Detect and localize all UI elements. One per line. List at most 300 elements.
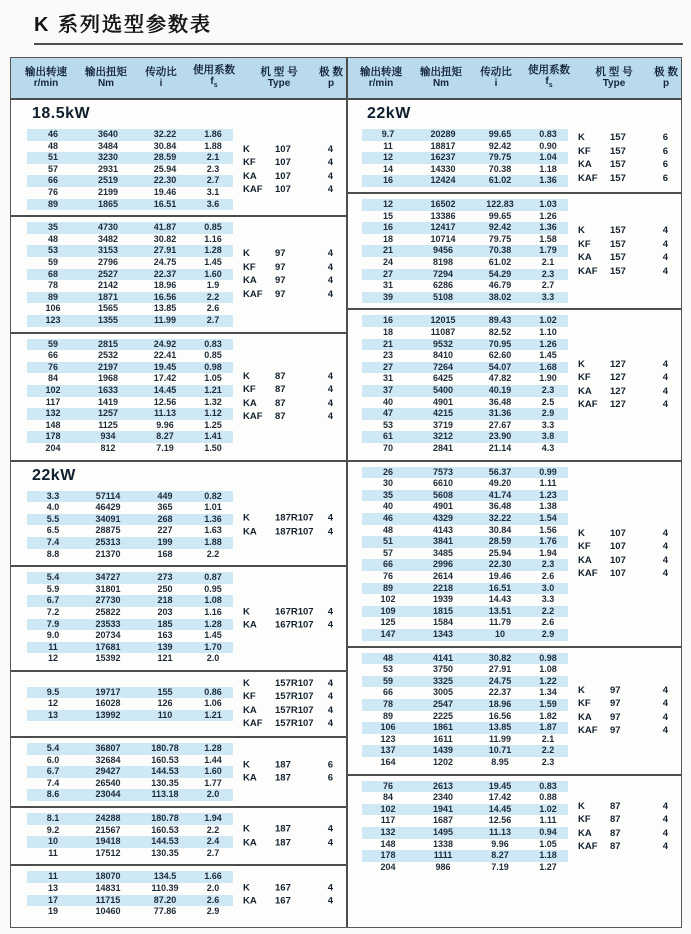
output-torque-cell: 13992 — [95, 709, 121, 720]
header-model-type — [243, 66, 315, 90]
table-row — [27, 743, 233, 755]
table-row — [27, 420, 233, 432]
type-model: 87 — [275, 384, 286, 396]
output-speed-cell: 148 — [380, 838, 396, 849]
output-speed-cell: 39 — [382, 291, 393, 302]
header-service-factor — [520, 64, 578, 92]
table-row — [27, 491, 233, 503]
type-prefix: KAF — [578, 841, 598, 853]
output-speed-cell: 24 — [382, 256, 393, 267]
service-factor-cell: 2.4 — [206, 836, 220, 847]
parameter-block — [11, 124, 346, 217]
output-torque-cell: 2547 — [432, 698, 454, 709]
ratio-cell: 40.19 — [488, 384, 512, 395]
table-row — [362, 129, 568, 141]
table-row — [27, 906, 233, 918]
type-model: 157 — [610, 172, 626, 184]
output-torque-cell: 2613 — [432, 780, 454, 791]
service-factor-cell: 2.6 — [541, 570, 555, 581]
service-factor-cell: 2.2 — [541, 605, 555, 616]
service-factor-cell: 0.98 — [539, 652, 557, 663]
output-torque-cell: 34727 — [95, 572, 121, 583]
type-entry — [243, 288, 333, 302]
ratio-cell: 22.30 — [488, 559, 512, 570]
type-poles: 4 — [327, 677, 333, 689]
parameter-block-inner — [346, 194, 681, 308]
service-factor-cell: 0.85 — [204, 350, 222, 361]
service-factor-cell: 1.88 — [204, 536, 222, 547]
service-factor-cell: 0.94 — [539, 826, 557, 837]
type-prefix: K — [243, 512, 250, 524]
ratio-cell: 77.86 — [153, 906, 177, 917]
table-row — [362, 431, 568, 443]
service-factor-cell: 2.6 — [206, 303, 220, 314]
type-model: 157 — [610, 159, 626, 170]
type-entry — [578, 172, 668, 186]
output-speed-cell: 7.4 — [46, 536, 60, 547]
right-half — [346, 100, 681, 927]
type-prefix: K — [243, 759, 250, 771]
table-row — [362, 490, 568, 502]
header-poles — [315, 66, 347, 90]
type-entry — [578, 251, 668, 265]
output-speed-cell: 26 — [382, 466, 393, 477]
table-row — [27, 397, 233, 409]
type-prefix: K — [578, 132, 585, 143]
table-row — [27, 825, 233, 837]
service-factor-cell: 1.44 — [204, 754, 222, 765]
service-factor-cell: 2.7 — [541, 280, 555, 291]
type-model: 87 — [610, 841, 621, 853]
output-speed-cell: 106 — [45, 303, 61, 314]
service-factor-cell: 1.82 — [539, 710, 557, 721]
type-model: 107 — [275, 184, 291, 196]
type-poles: 4 — [327, 184, 333, 196]
table-row — [27, 187, 233, 199]
type-entry — [243, 170, 333, 184]
type-poles: 6 — [662, 132, 668, 143]
type-prefix: K — [578, 225, 585, 237]
output-torque-cell: 6286 — [432, 280, 454, 291]
table-row — [362, 815, 568, 827]
type-poles: 4 — [327, 411, 333, 423]
table-row — [362, 397, 568, 409]
ratio-cell: 36.48 — [488, 501, 512, 512]
type-prefix: KF — [243, 261, 256, 273]
table-row — [362, 467, 568, 479]
type-poles: 4 — [662, 252, 668, 264]
service-factor-cell: 1.16 — [204, 233, 222, 244]
type-prefix: K — [243, 248, 250, 260]
output-speed-cell: 7.2 — [46, 606, 60, 617]
table-row — [27, 607, 233, 619]
type-prefix: KF — [243, 157, 256, 169]
output-speed-cell: 51 — [382, 536, 393, 547]
type-model: 87 — [610, 827, 621, 839]
output-torque-cell: 23533 — [95, 618, 121, 629]
header-ratio-unit: i — [494, 78, 498, 89]
service-factor-cell: 2.7 — [206, 175, 220, 186]
service-factor-cell: 1.41 — [204, 431, 222, 442]
type-entry — [243, 758, 333, 772]
ratio-cell: 70.95 — [488, 338, 512, 349]
ratio-cell: 32.22 — [153, 129, 177, 140]
service-factor-cell: 1.45 — [204, 630, 222, 641]
service-factor-cell: 1.23 — [539, 489, 557, 500]
output-torque-cell: 2197 — [97, 361, 119, 372]
type-prefix: KA — [578, 554, 592, 566]
ratio-cell: 8.27 — [491, 850, 509, 861]
output-torque-cell: 12424 — [430, 175, 456, 186]
table-row — [362, 629, 568, 641]
table-row — [362, 687, 568, 699]
ratio-cell: 110 — [157, 709, 173, 720]
output-speed-cell: 11 — [48, 847, 58, 858]
output-speed-cell: 78 — [47, 280, 58, 291]
service-factor-cell: 0.82 — [204, 490, 222, 501]
type-poles: 6 — [662, 159, 668, 170]
output-torque-cell: 1495 — [432, 826, 454, 837]
service-factor-cell: 2.3 — [206, 163, 220, 174]
service-factor-cell: 1.08 — [539, 664, 557, 675]
table-row — [27, 339, 233, 351]
output-torque-cell: 1633 — [97, 384, 119, 395]
table-row — [27, 303, 233, 315]
type-model: 157 — [610, 238, 626, 250]
output-torque-cell: 15392 — [95, 653, 121, 664]
output-speed-cell: 11 — [48, 871, 58, 882]
output-speed-cell: 16 — [382, 315, 393, 326]
table-row — [27, 584, 233, 596]
ratio-cell: 16.51 — [153, 198, 177, 209]
output-torque-cell: 1257 — [97, 408, 119, 419]
output-speed-cell: 12 — [382, 199, 393, 210]
output-torque-cell: 1355 — [97, 314, 119, 325]
type-prefix: K — [578, 800, 585, 812]
table-row — [27, 443, 233, 455]
header-output-speed-label: 输出转速 — [25, 66, 67, 78]
type-entry — [243, 183, 333, 197]
type-model: 187R107 — [275, 512, 314, 524]
type-poles: 4 — [327, 275, 333, 287]
type-poles: 4 — [662, 800, 668, 812]
type-prefix: KA — [243, 837, 257, 849]
type-entry — [578, 711, 668, 725]
ratio-cell: 16.56 — [488, 710, 512, 721]
type-list — [578, 358, 668, 412]
type-prefix: K — [243, 606, 250, 618]
type-entry — [578, 684, 668, 698]
table-row — [27, 175, 233, 187]
output-torque-cell: 1968 — [97, 373, 119, 384]
header-model-type-label: 机 型 号 — [260, 66, 298, 78]
ratio-cell: 92.42 — [488, 140, 512, 151]
parameter-block — [11, 738, 346, 808]
service-factor-cell: 1.05 — [204, 373, 222, 384]
output-speed-cell: 147 — [380, 628, 396, 639]
output-speed-cell: 12 — [47, 653, 58, 664]
type-model: 87 — [610, 800, 621, 812]
type-model: 107 — [610, 554, 626, 566]
header-output-speed-unit: r/min — [368, 78, 394, 89]
type-prefix: KAF — [243, 288, 263, 300]
header-model-type-unit: Type — [267, 78, 291, 89]
ratio-cell: 22.30 — [153, 175, 177, 186]
output-torque-cell: 32684 — [95, 754, 121, 765]
output-speed-cell: 40 — [382, 396, 393, 407]
type-poles: 4 — [327, 882, 333, 894]
output-speed-cell: 68 — [47, 268, 58, 279]
output-speed-cell: 40 — [382, 501, 393, 512]
output-torque-cell: 9456 — [432, 245, 454, 256]
type-model: 167R107 — [275, 606, 314, 618]
type-prefix: KF — [578, 372, 591, 384]
type-model: 167 — [275, 882, 291, 894]
table-row — [362, 292, 568, 304]
type-entry — [578, 554, 668, 568]
output-speed-cell: 70 — [382, 442, 393, 453]
ratio-cell: 18.96 — [153, 280, 177, 291]
type-poles: 4 — [662, 568, 668, 580]
output-torque-cell: 1439 — [432, 745, 454, 756]
ratio-cell: 92.42 — [488, 222, 512, 233]
output-speed-cell: 15 — [382, 210, 393, 221]
output-torque-cell: 1125 — [98, 419, 118, 430]
output-speed-cell: 137 — [380, 745, 396, 756]
service-factor-cell: 2.0 — [206, 882, 220, 893]
ratio-cell: 22.37 — [153, 268, 177, 279]
type-poles: 6 — [327, 772, 333, 784]
type-model: 97 — [275, 275, 286, 287]
type-prefix: KA — [243, 704, 257, 716]
service-factor-cell: 0.88 — [539, 792, 557, 803]
ratio-cell: 27.67 — [488, 419, 512, 430]
ratio-cell: 160.53 — [151, 824, 179, 835]
type-entry — [578, 371, 668, 385]
output-speed-cell: 51 — [47, 152, 58, 163]
output-torque-cell: 7264 — [432, 361, 454, 372]
table-row — [27, 315, 233, 327]
type-poles: 4 — [662, 814, 668, 826]
service-factor-cell: 1.21 — [204, 709, 222, 720]
type-prefix: KF — [578, 814, 591, 826]
output-speed-cell: 78 — [382, 698, 393, 709]
output-torque-cell: 7573 — [432, 466, 454, 477]
table-row — [27, 537, 233, 549]
ratio-cell: 99.65 — [488, 210, 512, 221]
service-factor-cell: 1.32 — [204, 396, 222, 407]
type-model: 97 — [610, 725, 621, 737]
ratio-cell: 9.96 — [491, 838, 509, 849]
service-factor-cell: 1.88 — [204, 140, 222, 151]
output-torque-cell: 2225 — [432, 710, 454, 721]
ratio-cell: 10.71 — [488, 745, 512, 756]
output-speed-cell: 66 — [47, 350, 58, 361]
parameter-block — [346, 776, 681, 927]
output-speed-cell: 66 — [47, 175, 58, 186]
output-speed-cell: 3.3 — [46, 490, 60, 501]
type-poles: 4 — [662, 385, 668, 397]
ratio-cell: 227 — [157, 525, 173, 536]
output-torque-cell: 20734 — [95, 630, 121, 641]
type-entry — [243, 704, 333, 718]
table-row — [27, 385, 233, 397]
output-torque-cell: 2815 — [97, 338, 119, 349]
type-prefix: KA — [243, 275, 257, 287]
type-prefix: KA — [243, 397, 257, 409]
table-row — [362, 862, 568, 874]
service-factor-cell: 1.60 — [204, 766, 222, 777]
output-torque-cell: 3212 — [432, 431, 454, 442]
table-row — [27, 234, 233, 246]
output-torque-cell: 14831 — [95, 882, 121, 893]
table-row — [27, 836, 233, 848]
service-factor-cell: 2.9 — [541, 628, 555, 639]
service-factor-cell: 2.7 — [206, 847, 220, 858]
service-factor-cell: 1.26 — [539, 210, 557, 221]
service-factor-cell: 1.10 — [539, 327, 557, 338]
service-factor-cell: 0.83 — [539, 780, 557, 791]
output-torque-cell: 10460 — [95, 906, 121, 917]
ratio-cell: 54.07 — [488, 361, 512, 372]
type-poles: 4 — [662, 372, 668, 384]
type-prefix: KAF — [578, 725, 598, 737]
type-model: 157R107 — [275, 691, 314, 703]
ratio-cell: 62.60 — [488, 350, 512, 361]
header-ratio-label: 传动比 — [145, 66, 177, 78]
parameter-block-inner — [11, 217, 346, 331]
output-torque-cell: 4329 — [432, 513, 454, 523]
type-list — [578, 224, 668, 278]
output-torque-cell: 2527 — [97, 268, 119, 279]
service-factor-cell: 3.0 — [541, 582, 555, 593]
type-entry — [243, 410, 333, 424]
output-speed-cell: 9.5 — [46, 686, 60, 697]
table-row — [362, 839, 568, 851]
output-torque-cell: 1871 — [97, 291, 119, 302]
selection-parameter-table — [10, 57, 682, 928]
parameter-block — [11, 672, 346, 738]
table-row — [27, 710, 233, 722]
ratio-cell: 70.38 — [488, 163, 512, 174]
service-factor-cell: 1.45 — [539, 350, 557, 361]
table-row — [27, 642, 233, 654]
header-output-torque-unit: Nm — [97, 78, 115, 89]
type-entry — [578, 224, 668, 238]
table-row — [362, 606, 568, 618]
type-entry — [578, 131, 668, 145]
table-row — [362, 478, 568, 490]
type-entry — [243, 717, 333, 731]
output-torque-cell: 3719 — [432, 419, 454, 430]
ratio-cell: 61.02 — [488, 256, 512, 267]
ratio-cell: 19.46 — [488, 570, 512, 581]
output-speed-cell: 148 — [45, 419, 61, 430]
ratio-cell: 32.22 — [488, 513, 512, 523]
table-row — [362, 722, 568, 734]
type-model: 187 — [275, 837, 291, 849]
output-speed-cell: 89 — [47, 198, 58, 209]
output-torque-cell: 4143 — [432, 524, 454, 535]
output-speed-cell: 48 — [47, 140, 58, 151]
output-torque-cell: 1111 — [433, 850, 453, 861]
table-row — [27, 525, 233, 537]
ratio-cell: 218 — [157, 595, 173, 606]
ratio-cell: 30.82 — [153, 233, 177, 244]
type-poles: 4 — [327, 512, 333, 524]
ratio-cell: 180.78 — [151, 742, 179, 753]
output-torque-cell: 16028 — [95, 698, 121, 709]
service-factor-cell: 1.86 — [204, 129, 222, 140]
parameter-block-inner — [11, 124, 346, 215]
output-speed-cell: 12 — [47, 698, 58, 709]
output-speed-cell: 7.4 — [46, 777, 60, 788]
ratio-cell: 14.45 — [153, 384, 177, 395]
service-factor-cell: 1.79 — [539, 245, 557, 256]
output-torque-cell: 934 — [100, 431, 116, 442]
table-row — [27, 778, 233, 790]
type-entry — [578, 145, 668, 159]
type-poles: 4 — [662, 827, 668, 839]
service-factor-cell: 1.02 — [539, 315, 557, 326]
output-speed-cell: 30 — [382, 478, 393, 489]
type-model: 157 — [610, 252, 626, 264]
type-poles: 4 — [662, 711, 668, 723]
service-factor-cell: 0.95 — [204, 583, 222, 594]
table-row — [362, 850, 568, 862]
type-model: 157 — [610, 225, 626, 237]
output-torque-cell: 12417 — [430, 222, 456, 233]
type-poles: 4 — [662, 725, 668, 737]
output-torque-cell: 2996 — [432, 559, 454, 570]
ratio-cell: 110.39 — [151, 882, 179, 893]
table-row — [27, 141, 233, 153]
output-torque-cell: 3841 — [432, 536, 454, 547]
type-poles: 4 — [327, 691, 333, 703]
service-factor-cell: 0.87 — [204, 572, 222, 583]
type-poles: 4 — [662, 238, 668, 250]
output-torque-cell: 1611 — [433, 733, 453, 744]
ratio-cell: 56.37 — [488, 466, 512, 477]
ratio-cell: 70.38 — [488, 245, 512, 256]
type-entry — [578, 800, 668, 814]
type-poles: 6 — [662, 145, 668, 157]
service-factor-cell: 0.86 — [204, 686, 222, 697]
type-list — [243, 605, 333, 632]
type-poles: 4 — [327, 837, 333, 849]
table-row — [362, 617, 568, 629]
parameter-block — [346, 648, 681, 776]
table-row — [27, 619, 233, 631]
output-torque-cell: 25822 — [95, 606, 121, 617]
output-torque-cell: 46429 — [95, 502, 121, 513]
output-torque-cell: 1687 — [432, 815, 454, 826]
output-speed-cell: 53 — [382, 419, 393, 430]
service-factor-cell: 0.98 — [204, 361, 222, 372]
type-prefix: KAF — [578, 399, 598, 411]
header-service-factor-label: 使用系数 — [193, 64, 235, 76]
service-factor-cell: 1.77 — [204, 777, 222, 788]
parameter-block — [11, 334, 346, 462]
ratio-cell: 24.92 — [153, 338, 177, 349]
table-row — [27, 199, 233, 211]
ratio-cell: 199 — [157, 536, 173, 547]
output-torque-cell: 5400 — [432, 384, 454, 395]
ratio-cell: 13.85 — [153, 303, 177, 314]
table-row — [27, 755, 233, 767]
table-row — [27, 514, 233, 526]
type-model: 157R107 — [275, 718, 314, 730]
